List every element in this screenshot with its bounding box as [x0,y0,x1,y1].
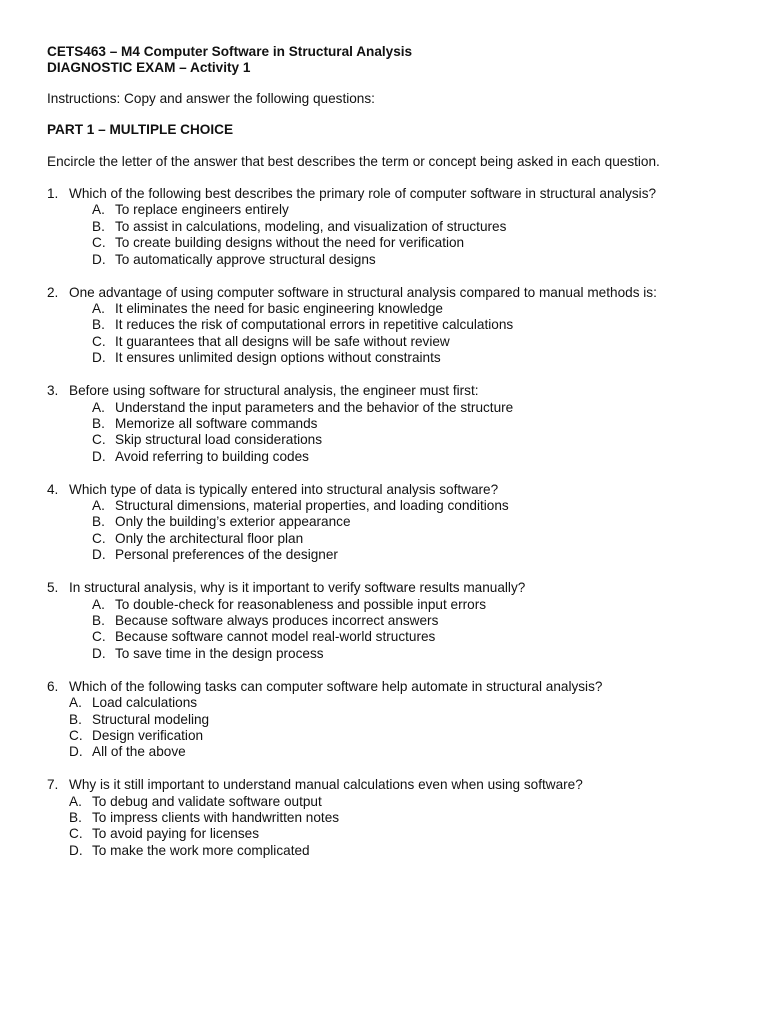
option-text: To save time in the design process [115,645,324,661]
option-letter: B. [92,612,105,628]
option-letter: B. [92,415,105,431]
exam-title: DIAGNOSTIC EXAM – Activity 1 [47,60,251,76]
option-item [92,252,698,268]
option-item [92,219,698,235]
option-letter: B. [92,514,105,530]
instructions-text: Instructions: Copy and answer the following questions: [47,90,375,106]
option-text: To create building designs without the need for verification [115,235,465,251]
option-letter: D. [69,744,83,760]
course-title: CETS463 – M4 Computer Software in Structural Analysis [47,44,413,59]
option-item [92,400,698,416]
option-letter: C. [92,235,106,251]
option-text: To automatically approve structural designs [115,251,376,267]
option-item [92,514,698,530]
option-letter: A. [92,300,105,316]
question-item [47,285,698,367]
option-item [92,301,698,317]
option-text: Because software cannot model real-world structures [115,629,436,645]
option-item [92,597,698,613]
option-text: Load calculations [92,695,198,711]
option-item [69,794,698,810]
option-text: Because software always produces incorrect answers [115,612,439,628]
option-letter: B. [92,317,105,333]
option-text: Only the architectural floor plan [115,530,304,546]
question-number: 3. [47,383,59,399]
option-text: Only the building’s exterior appearance [115,514,351,530]
option-item [92,350,698,366]
option-letter: C. [69,727,83,743]
option-item [92,547,698,563]
option-text: To impress clients with handwritten notes [92,810,340,826]
question-item [47,580,698,662]
part-description: Encircle the letter of the answer that best describes the term or concept being asked in each question. [47,153,660,169]
option-list [47,400,698,466]
option-text: To debug and validate software output [92,793,322,809]
option-text: It reduces the risk of computational errors in repetitive calculations [115,317,514,333]
option-item [69,728,698,744]
option-item [92,317,698,333]
option-item [69,695,698,711]
question-number: 7. [47,777,59,793]
option-item [92,629,698,645]
question-number: 2. [47,284,59,300]
option-letter: C. [92,432,106,448]
option-letter: A. [92,596,105,612]
option-text: Design verification [92,727,204,743]
option-text: It eliminates the need for basic engineering knowledge [115,300,443,316]
option-letter: D. [92,547,106,563]
question-number: 5. [47,580,59,596]
question-number: 4. [47,481,59,497]
option-item [92,613,698,629]
option-list [47,202,698,268]
option-text: To make the work more complicated [92,842,310,858]
question-item [47,679,698,761]
option-letter: D. [69,842,83,858]
question-item [47,777,698,859]
option-text: To avoid paying for licenses [92,826,259,842]
option-text: Personal preferences of the designer [115,547,338,563]
option-letter: D. [92,350,106,366]
option-item [69,810,698,826]
option-text: Structural dimensions, material properties, and loading conditions [115,498,509,514]
option-item [69,843,698,859]
option-item [92,202,698,218]
option-list [47,695,698,761]
option-letter: D. [92,645,106,661]
option-letter: B. [69,810,82,826]
option-list [47,301,698,367]
option-letter: C. [92,333,106,349]
option-letter: A. [92,498,105,514]
option-letter: C. [92,629,106,645]
option-item [92,531,698,547]
option-text: Understand the input parameters and the behavior of the structure [115,399,514,415]
option-item [92,334,698,350]
option-letter: A. [69,695,82,711]
option-text: Skip structural load considerations [115,432,323,448]
option-item [69,826,698,842]
question-number: 1. [47,186,59,202]
option-item [92,646,698,662]
option-letter: D. [92,251,106,267]
option-item [92,235,698,251]
option-text: To assist in calculations, modeling, and visualization of structures [115,218,507,234]
option-item [92,416,698,432]
question-text: Which type of data is typically entered into structural analysis software? [69,481,499,497]
option-list [47,597,698,663]
option-text: All of the above [92,744,186,760]
option-list [47,498,698,564]
option-item [92,432,698,448]
option-letter: C. [92,530,106,546]
option-letter: A. [92,202,105,218]
option-letter: D. [92,448,106,464]
option-text: It guarantees that all designs will be safe without review [115,333,450,349]
option-item [92,449,698,465]
option-item [69,744,698,760]
option-letter: C. [69,826,83,842]
option-text: To double-check for reasonableness and possible input errors [115,596,487,612]
part-heading: PART 1 – MULTIPLE CHOICE [47,122,234,138]
question-text: Before using software for structural analysis, the engineer must first: [69,383,479,399]
question-item [47,482,698,564]
option-text: Avoid referring to building codes [115,448,309,464]
option-item [92,498,698,514]
question-item [47,186,698,268]
option-letter: A. [69,793,82,809]
question-text: Which of the following tasks can computer software help automate in structural analysis? [69,678,603,694]
question-text: In structural analysis, why is it important to verify software results manually? [69,580,526,596]
option-letter: B. [69,711,82,727]
option-text: It ensures unlimited design options without constraints [115,350,441,366]
option-text: Structural modeling [92,711,210,727]
question-number: 6. [47,678,59,694]
option-text: To replace engineers entirely [115,202,289,218]
question-item [47,383,698,465]
question-text: Why is it still important to understand manual calculations even when using software? [69,777,583,793]
option-letter: B. [92,218,105,234]
option-item [69,712,698,728]
question-list [47,186,698,859]
option-letter: A. [92,399,105,415]
question-text: One advantage of using computer software in structural analysis compared to manual methods is: [69,284,657,300]
question-text: Which of the following best describes the primary role of computer software in structural analysis? [69,186,657,202]
option-list [47,794,698,860]
option-text: Memorize all software commands [115,415,318,431]
